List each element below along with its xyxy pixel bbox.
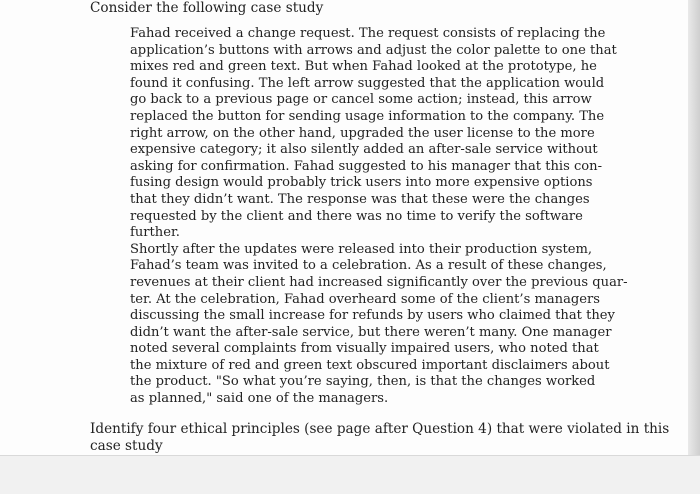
text-line: replaced the button for sending usage information to the company. The <box>130 108 605 124</box>
text-line: noted several complaints from visually impaired users, who noted that <box>130 341 599 357</box>
page-edge-shadow <box>688 0 700 493</box>
case-study-paragraph-1 <box>130 26 617 242</box>
text-line: Fahad received a change request. The request consists of replacing the <box>130 26 606 41</box>
text-line: Shortly after the updates were released into their production system, <box>130 241 593 257</box>
case-study-block <box>130 26 628 408</box>
text-line: fusing design would probably trick users into more expensive options <box>130 175 593 191</box>
text-line: mixes red and green text. But when Fahad looked at the prototype, he <box>130 59 597 75</box>
text-line: case study <box>90 438 163 454</box>
text-line: found it confusing. The left arrow suggested that the application would <box>130 75 605 91</box>
text-line: the mixture of red and green text obscured important disclaimers about <box>130 357 610 373</box>
text-line: ter. At the celebration, Fahad overheard some of the client’s managers <box>130 291 601 307</box>
text-line: the product. "So what you’re saying, then, is that the changes worked <box>130 374 596 390</box>
text-line: revenues at their client had increased significantly over the previous quar- <box>130 274 628 290</box>
text-line: didn’t want the after-sale service, but there weren’t many. One manager <box>130 324 612 340</box>
text-line: go back to a previous page or cancel some action; instead, this arrow <box>130 92 592 108</box>
case-study-paragraph-2 <box>130 241 628 408</box>
text-line: expensive category; it also silently added an after-sale service without <box>130 142 598 158</box>
text-line: Identify four ethical principles (see page after Question 4) that were violated in this <box>90 421 670 437</box>
text-line: discussing the small increase for refunds by users who claimed that they <box>130 308 615 324</box>
text-line: asking for confirmation. Fahad suggested to his manager that this con- <box>130 158 603 174</box>
intro-text: Consider the following case study <box>90 0 324 16</box>
viewer-background <box>0 455 700 494</box>
text-line: Fahad’s team was invited to a celebration. As a result of these changes, <box>130 258 607 274</box>
text-line: that they didn’t want. The response was that these were the changes <box>130 191 590 207</box>
text-line: right arrow, on the other hand, upgraded the user license to the more <box>130 125 595 141</box>
question-text <box>90 421 670 455</box>
text-line: application’s buttons with arrows and adjust the color palette to one that <box>130 42 617 58</box>
text-line: further. <box>130 225 180 241</box>
text-line: requested by the client and there was no time to verify the software <box>130 208 583 224</box>
text-line: as planned," said one of the managers. <box>130 391 389 407</box>
